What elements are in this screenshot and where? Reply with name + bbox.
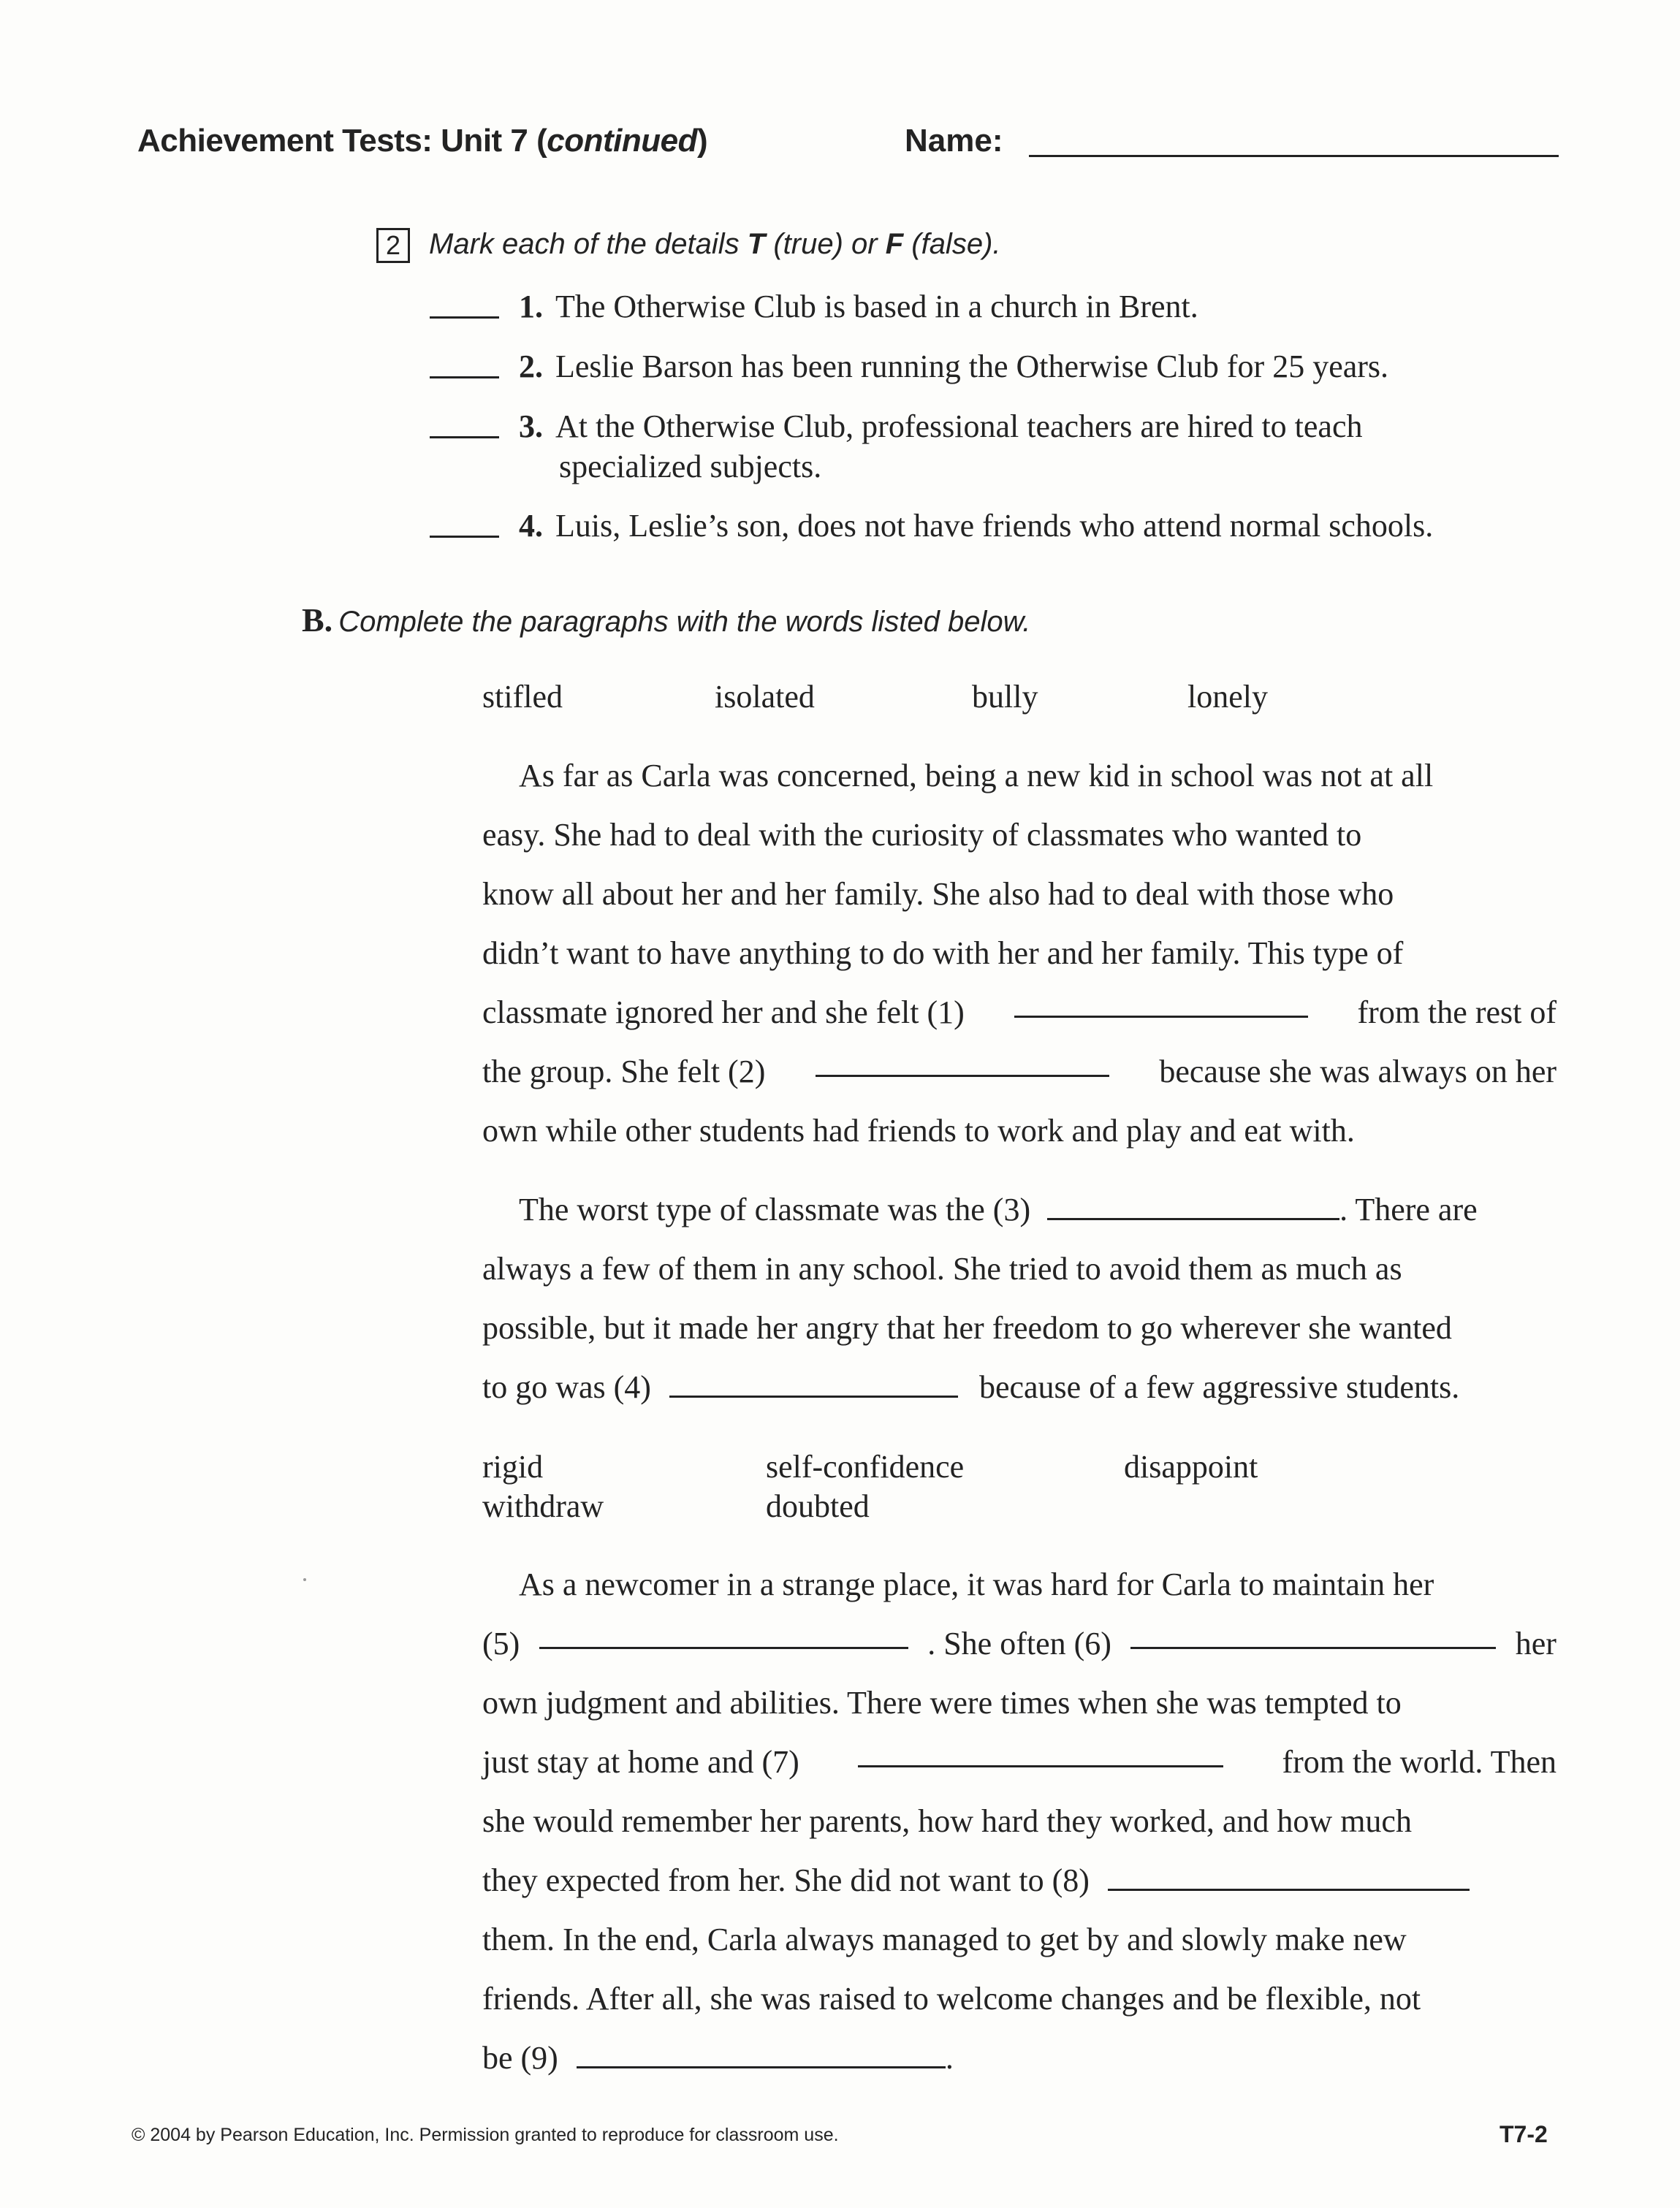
paragraph-line	[482, 1625, 1557, 1669]
line-text: the group. She felt (2)	[482, 1054, 766, 1089]
word-bank-item: lonely	[1187, 679, 1268, 715]
paragraph-line: friends. After all, she was raised to welcome changes and be flexible, not	[482, 1981, 1421, 2017]
item-number: 3.	[519, 408, 543, 444]
fill-in-blank-9[interactable]	[577, 2044, 946, 2068]
fill-in-blank-6[interactable]	[1130, 1625, 1496, 1649]
word-bank-item: isolated	[715, 679, 815, 715]
word-bank-item: bully	[972, 679, 1038, 715]
paragraph-line: she would remember her parents, how hard they worked, and how much	[482, 1803, 1412, 1839]
word-bank-item: rigid	[482, 1449, 544, 1485]
line-text: her	[1515, 1626, 1557, 1661]
paragraph-line: own while other students had friends to work and play and eat with.	[482, 1113, 1355, 1149]
fill-in-blank-3[interactable]	[1047, 1196, 1339, 1220]
section-letter: B.	[302, 601, 333, 639]
paragraph-line	[482, 1743, 1557, 1787]
line-text: (5)	[482, 1626, 520, 1661]
word-bank-item: doubted	[766, 1488, 870, 1524]
fill-in-blank-8[interactable]	[1108, 1867, 1470, 1891]
paragraph-line	[482, 2039, 954, 2083]
item-number: 1.	[519, 289, 543, 324]
name-label: Name:	[905, 123, 1003, 159]
paragraph-line: As a newcomer in a strange place, it was hard for Carla to maintain her	[519, 1566, 1434, 1602]
line-text: because she was always on her	[1159, 1054, 1557, 1089]
paragraph-line: easy. She had to deal with the curiosity of classmates who wanted to	[482, 817, 1362, 853]
paragraph-line	[519, 1191, 1478, 1235]
line-text: to go was (4)	[482, 1369, 651, 1405]
paragraph-line	[482, 1368, 1459, 1412]
item-text: Leslie Barson has been running the Otherwise Club for 25 years.	[555, 349, 1389, 384]
line-text: The worst type of classmate was the (3)	[519, 1192, 1031, 1227]
word-bank-item: self-confidence	[766, 1449, 965, 1485]
paragraph-line: them. In the end, Carla always managed to get by and slowly make new	[482, 1922, 1407, 1957]
line-text: . There are	[1339, 1192, 1478, 1227]
answer-blank[interactable]	[430, 316, 499, 319]
line-text: just stay at home and (7)	[482, 1744, 799, 1780]
fill-in-blank-7[interactable]	[858, 1743, 1223, 1767]
line-text: . She often (6)	[927, 1626, 1111, 1661]
line-text: from the world. Then	[1282, 1744, 1557, 1780]
answer-blank[interactable]	[430, 436, 499, 438]
paragraph-line: own judgment and abilities. There were times when she was tempted to	[482, 1685, 1402, 1721]
item-text: At the Otherwise Club, professional teachers are hired to teach	[555, 408, 1363, 444]
word-bank-item: disappoint	[1124, 1449, 1258, 1485]
section-number-box: 2	[376, 228, 410, 263]
copyright-notice: © 2004 by Pearson Education, Inc. Permission granted to reproduce for classroom use.	[132, 2125, 839, 2145]
item-text-continued: specialized subjects.	[559, 449, 822, 484]
section-b-instruction	[302, 601, 1030, 639]
fill-in-blank-2[interactable]	[816, 1053, 1109, 1077]
fill-in-blank-1[interactable]	[1014, 994, 1308, 1018]
paragraph-line: As far as Carla was concerned, being a new kid in school was not at all	[519, 758, 1434, 793]
item-number: 2.	[519, 349, 543, 384]
word-bank-item: stifled	[482, 679, 563, 715]
section-b-instruction-text: Complete the paragraphs with the words listed below.	[338, 606, 1031, 638]
test-title: Achievement Tests: Unit 7 (continued)	[137, 123, 708, 159]
paragraph-line	[482, 1053, 1557, 1097]
fill-in-blank-5[interactable]	[539, 1625, 908, 1649]
scan-speck	[303, 1578, 306, 1581]
line-text: .	[945, 2040, 954, 2076]
line-text: they expected from her. She did not want to (8)	[482, 1862, 1090, 1898]
paragraph-line	[482, 1862, 1470, 1906]
line-text: be (9)	[482, 2040, 558, 2076]
word-bank-item: withdraw	[482, 1488, 604, 1524]
paragraph-line: didn’t want to have anything to do with her and her family. This type of	[482, 935, 1404, 971]
section-2-instruction-text: Mark each of the details T (true) or F (false).	[429, 228, 1001, 260]
answer-blank[interactable]	[430, 376, 499, 378]
line-text: classmate ignored her and she felt (1)	[482, 994, 965, 1030]
item-text: Luis, Leslie’s son, does not have friends who attend normal schools.	[555, 508, 1434, 544]
fill-in-blank-4[interactable]	[669, 1374, 958, 1398]
paragraph-line: possible, but it made her angry that her freedom to go wherever she wanted	[482, 1310, 1452, 1346]
paragraph-line	[482, 994, 1557, 1038]
answer-blank[interactable]	[430, 536, 499, 538]
paragraph-line: know all about her and her family. She also had to deal with those who	[482, 876, 1394, 912]
paragraph-line: always a few of them in any school. She tried to avoid them as much as	[482, 1251, 1402, 1287]
name-field-line[interactable]	[1029, 155, 1559, 157]
line-text: from the rest of	[1357, 994, 1557, 1030]
page-header	[137, 117, 1562, 168]
line-text: because of a few aggressive students.	[978, 1369, 1460, 1405]
page-number: T7-2	[1500, 2121, 1548, 2147]
item-text: The Otherwise Club is based in a church in Brent.	[555, 289, 1198, 324]
item-number: 4.	[519, 508, 543, 544]
